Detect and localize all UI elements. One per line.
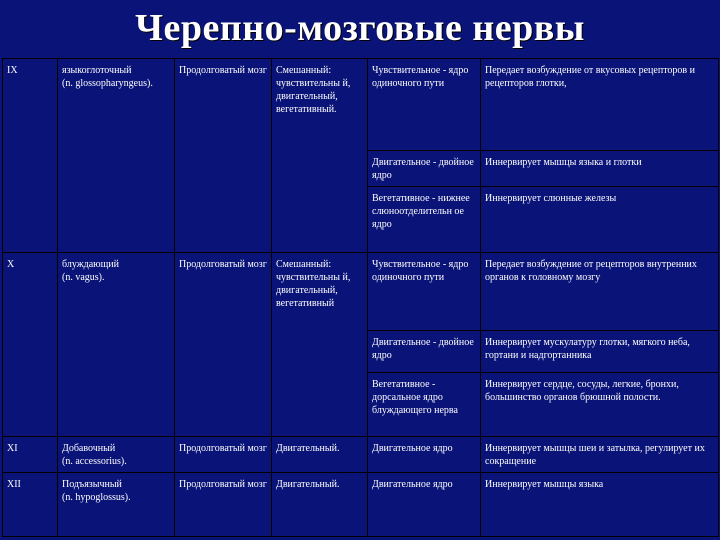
nerve-name: Добавочный xyxy=(62,443,116,454)
page-title: Черепно-мозговые нервы xyxy=(135,7,585,49)
nerve-name: блуждающий xyxy=(62,259,120,270)
nerve-nucleus: Двигательное ядро xyxy=(368,437,481,473)
nerve-function: Иннервирует сердце, сосуды, легкие, бронхи, большинство органов брюшной полости. xyxy=(481,373,719,437)
nerve-nucleus: Двигательное - двойное ядро xyxy=(368,331,481,373)
nerve-name: Подъязычный xyxy=(62,479,122,490)
nerve-name-cell xyxy=(58,59,175,253)
table-row xyxy=(3,437,719,473)
nerve-function: Передает возбуждение от вкусовых рецепторов и рецепторов глотки, xyxy=(481,59,719,151)
table-row xyxy=(3,473,719,537)
nerve-type: Двигательный. xyxy=(272,473,368,537)
nerve-function: Иннервирует мускулатуру глотки, мягкого неба, гортани и надгортанника xyxy=(481,331,719,373)
nerve-function: Иннервирует мышцы шеи и затылка, регулирует их сокращение xyxy=(481,437,719,473)
nerve-number: XI xyxy=(3,437,58,473)
nerve-nucleus: Двигательное ядро xyxy=(368,473,481,537)
nerve-latin-name: (n. glossopharyngeus). xyxy=(62,78,153,89)
nerve-location: Продолговатый мозг xyxy=(175,437,272,473)
nerve-type: Смешанный: чувствительны й, двигательный, вегетативный. xyxy=(272,59,368,253)
nerve-function: Иннервирует мышцы языка xyxy=(481,473,719,537)
cranial-nerves-table xyxy=(2,58,719,537)
nerve-nucleus: Чувствительное - ядро одиночного пути xyxy=(368,59,481,151)
nerve-function: Передает возбуждение от рецепторов внутренних органов к головному мозгу xyxy=(481,253,719,331)
nerve-name-cell xyxy=(58,473,175,537)
nerve-nucleus: Вегетативное - нижнее слюноотделительн ое ядро xyxy=(368,187,481,253)
nerve-function: Иннервирует мышцы языка и глотки xyxy=(481,151,719,187)
nerve-location: Продолговатый мозг xyxy=(175,59,272,253)
nerve-latin-name: (n. vagus). xyxy=(62,272,105,283)
nerve-number: IX xyxy=(3,59,58,253)
nerve-latin-name: (n. hypoglossus). xyxy=(62,492,131,503)
nerve-type: Смешанный: чувствительны й, двигательный, вегетативный xyxy=(272,253,368,437)
nerve-type: Двигательный. xyxy=(272,437,368,473)
nerve-number: X xyxy=(3,253,58,437)
nerve-name-cell xyxy=(58,437,175,473)
nerve-name-cell xyxy=(58,253,175,437)
table-row xyxy=(3,59,719,151)
nerve-name: языкоглоточный xyxy=(62,65,132,76)
nerve-latin-name: (n. accessorius). xyxy=(62,456,127,467)
table-row xyxy=(3,253,719,331)
nerve-nucleus: Чувствительное - ядро одиночного пути xyxy=(368,253,481,331)
nerve-location: Продолговатый мозг xyxy=(175,473,272,537)
nerve-function: Иннервирует слюнные железы xyxy=(481,187,719,253)
nerve-nucleus: Вегетативное - дорсальное ядро блуждающего нерва xyxy=(368,373,481,437)
nerve-nucleus: Двигательное - двойное ядро xyxy=(368,151,481,187)
nerve-location: Продолговатый мозг xyxy=(175,253,272,437)
nerve-number: XII xyxy=(3,473,58,537)
